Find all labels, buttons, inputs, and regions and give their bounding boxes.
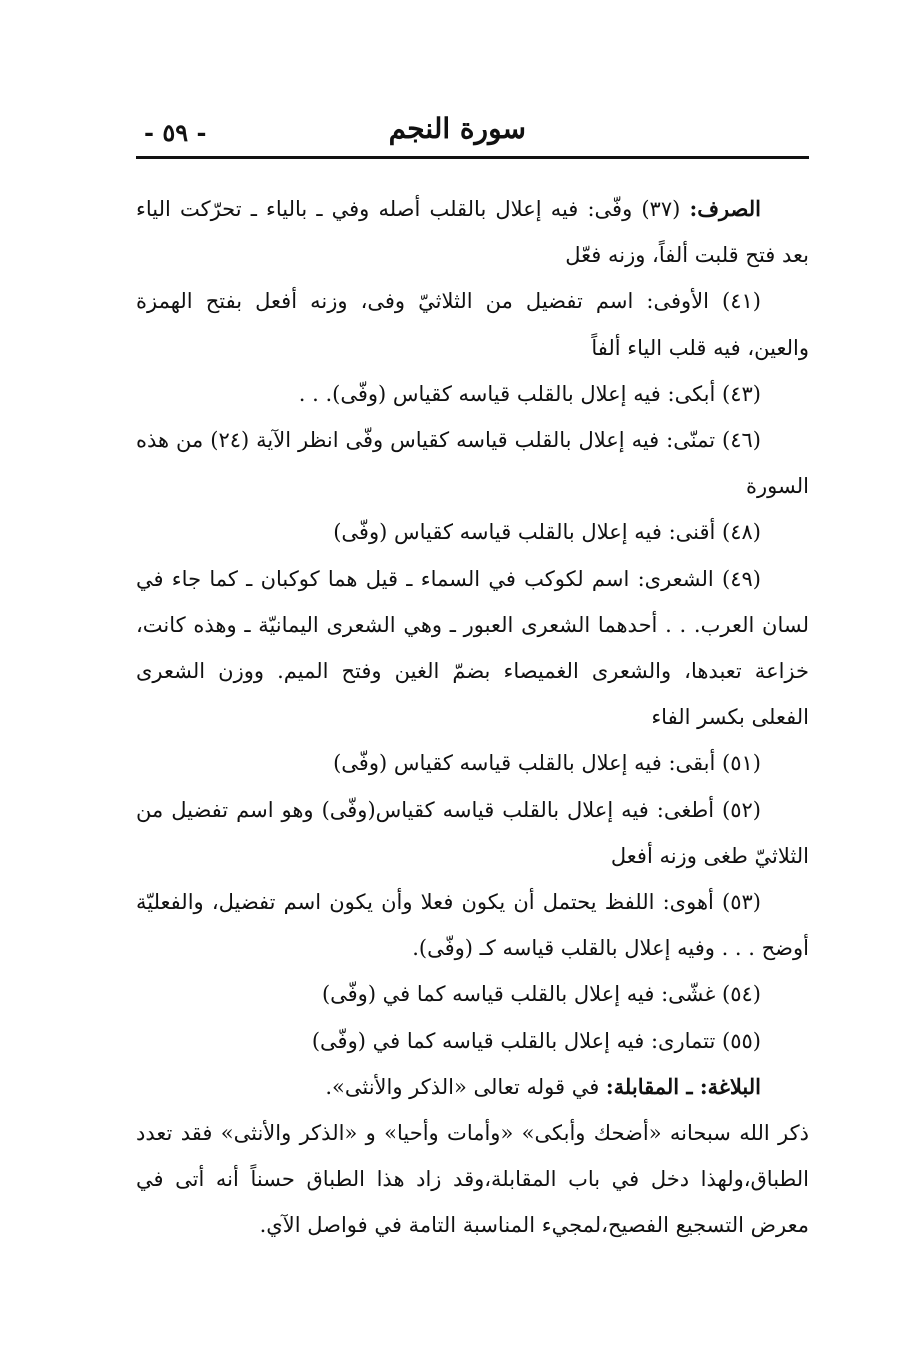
balagha-explanation: ذكر الله سبحانه «أضحك وأبكى» «وأمات وأحيا» و «الذكر والأنثى» فقد تعدد الطباق،ولهذا دخل في باب المقابلة،وقد زاد هذا الطباق حسناً أنه أتى في معرض التسجيع الفصيح،لمجيء المناسبة التامة في فواصل الآي. bbox=[136, 1121, 809, 1238]
paragraph-41: (٤١) الأوفى: اسم تفضيل من الثلاثيّ وفى، وزنه أفعل بفتح الهمزة والعين، فيه قلب الياء ألفاً bbox=[136, 289, 809, 360]
paragraph-49: (٤٩) الشعرى: اسم لكوكب في السماء ـ قيل هما كوكبان ـ كما جاء في لسان العرب. . . أحدهما الشعرى العبور ـ وهي الشعرى اليمانيّة ـ وهذه كانت، خزاعة تعبدها، والشعرى الغميصاء بضمّ الغين وفتح الميم. ووزن الشعرى الفعلى بكسر الفاء bbox=[136, 566, 810, 730]
paragraph-51: (٥١) أبقى: فيه إعلال بالقلب قياسه كقياس (وفّى) bbox=[333, 751, 761, 776]
paragraph-text: (٣٧) وفّى: فيه إعلال بالقلب أصله وفي ـ بالياء ـ تحرّكت الياء بعد فتح قلبت ألفاً، وزنه فعّل bbox=[136, 197, 809, 268]
paragraph-48: (٤٨) أقنى: فيه إعلال بالقلب قياسه كقياس (وفّى) bbox=[333, 520, 761, 545]
paragraph-52: (٥٢) أطغى: فيه إعلال بالقلب قياسه كقياس(وفّى) وهو اسم تفضيل من الثلاثيّ طغى وزنه أفعل bbox=[136, 797, 809, 868]
page-body bbox=[136, 186, 809, 1249]
section-heading-sarf: الصرف: bbox=[689, 196, 761, 221]
paragraph-55: (٥٥) تتمارى: فيه إعلال بالقلب قياسه كما في (وفّى) bbox=[311, 1028, 761, 1053]
page-number: - ٥٩ - bbox=[144, 118, 207, 147]
page-header bbox=[136, 112, 809, 156]
paragraph-53: (٥٣) أهوى: اللفظ يحتمل أن يكون فعلا وأن يكون اسم تفضيل، والفعليّة أوضح . . . وفيه إعلال بالقلب قياسه كـ (وفّى). bbox=[136, 890, 809, 961]
paragraph-text: في قوله تعالى «الذكر والأنثى». bbox=[325, 1074, 606, 1099]
header-divider bbox=[136, 156, 809, 159]
paragraph-54: (٥٤) غشّى: فيه إعلال بالقلب قياسه كما في (وفّى) bbox=[321, 982, 761, 1007]
balagha-paragraph bbox=[136, 1064, 809, 1110]
page-title: سورة النجم bbox=[388, 112, 526, 145]
paragraph-43: (٤٣) أبكى: فيه إعلال بالقلب قياسه كقياس (وفّى). . . bbox=[298, 381, 761, 406]
section-heading-balagha: البلاغة: ـ المقابلة: bbox=[605, 1073, 761, 1099]
sarf-paragraph-37 bbox=[136, 186, 809, 278]
paragraph-46: (٤٦) تمنّى: فيه إعلال بالقلب قياسه كقياس وفّى انظر الآية (٢٤) من هذه السورة bbox=[136, 428, 809, 499]
